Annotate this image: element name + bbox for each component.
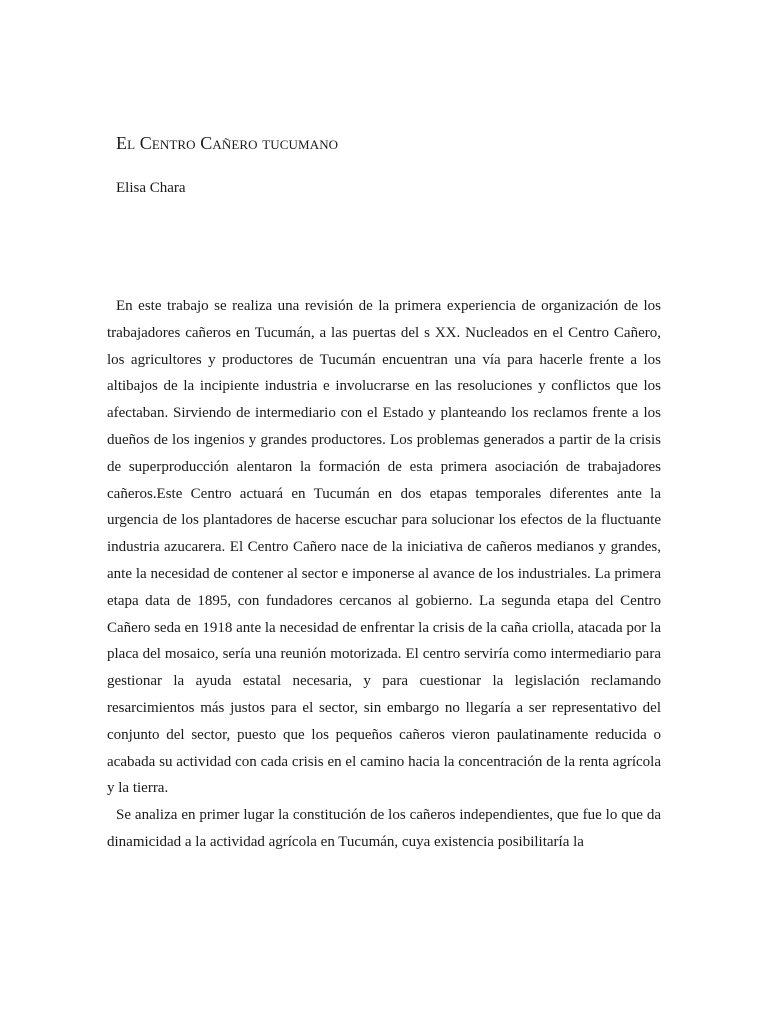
document-author: Elisa Chara	[116, 180, 186, 196]
paragraph-1: En este trabajo se realiza una revisión de la primera experiencia de organización de los trabajadores cañeros en Tucumán, a las puertas del s XX. Nucleados en el Centro Cañero, los agricultores y productores de Tucumán encuentran una vía para hacerle frente a los altibajos de la incipiente industria e involucrarse en las resoluciones y conflictos que los afectaban. Sirviendo de intermediario con el Estado y planteando los reclamos frente a los dueños de los ingenios y grandes productores. Los problemas generados a partir de la crisis de superproducción alentaron la formación de esta primera asociación de trabajadores cañeros.Este Centro actuará en Tucumán en dos etapas temporales diferentes ante la urgencia de los plantadores de hacerse escuchar para solucionar los efectos de la fluctuante industria azucarera. El Centro Cañero nace de la iniciativa de cañeros medianos y grandes, ante la necesidad de contener al sector e imponerse al avance de los industriales. La primera etapa data de 1895, con fundadores cercanos al gobierno. La segunda etapa del Centro Cañero seda en 1918 ante la necesidad de enfrentar la crisis de la caña criolla, atacada por la placa del mosaico, sería una reunión motorizada. El centro serviría como intermediario para gestionar la ayuda estatal necesaria, y para cuestionar la legislación reclamando resarcimientos más justos para el sector, sin embargo no llegaría a ser representativo del conjunto del sector, puesto que los pequeños cañeros vieron paulatinamente reducida o acabada su actividad con cada crisis en el camino hacia la concentración de la renta agrícola y la tierra.	[107, 298, 661, 797]
document-title: El Centro Cañero tucumano	[116, 133, 339, 153]
document-body	[107, 293, 661, 856]
paragraph-2: Se analiza en primer lugar la constitución de los cañeros independientes, que fue lo que da dinamicidad a la actividad agrícola en Tucumán, cuya existencia posibilitaría la	[107, 807, 661, 850]
